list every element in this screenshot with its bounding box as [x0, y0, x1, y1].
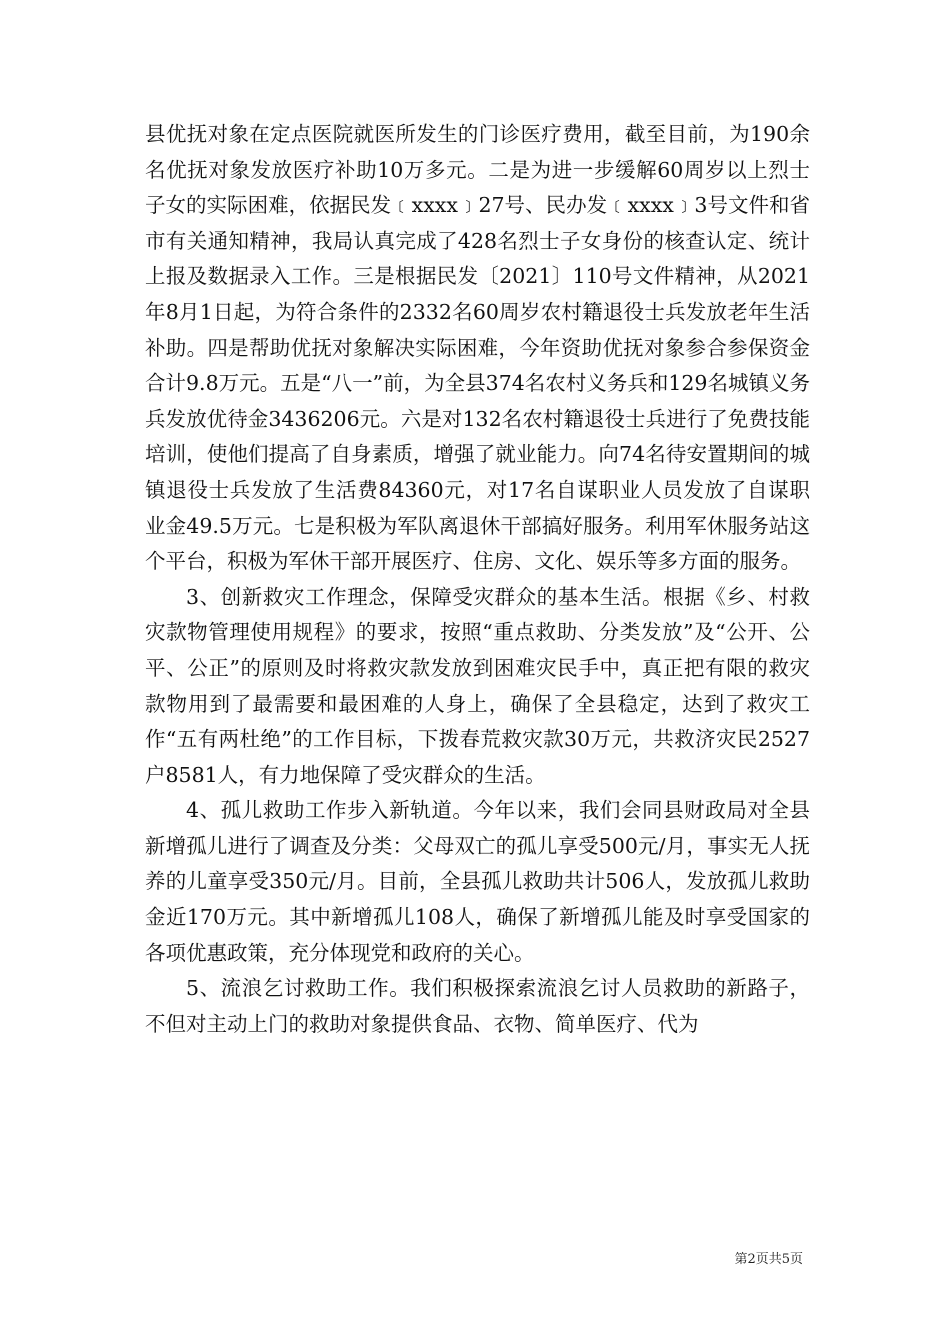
paragraph-vagrant-relief: 5、流浪乞讨救助工作。我们积极探索流浪乞讨人员救助的新路子，不但对主动上门的救助对象提供食品、衣物、简单医疗、代为: [145, 976, 810, 1036]
paragraph-orphan-relief: 4、孤儿救助工作步入新轨道。今年以来，我们会同县财政局对全县新增孤儿进行了调查及分类：父母双亡的孤儿享受500元/月，事实无人抚养的儿童享受350元/月。目前，全县孤儿救助共计506人，发放孤儿救助金近170万元。其中新增孤儿108人，确保了新增孤儿能及时享受国家的各项优惠政策，充分体现党和政府的关心。: [145, 798, 810, 965]
page-number-footer: 第2页共5页: [734, 1252, 803, 1267]
paragraph-continued: 县优抚对象在定点医院就医所发生的门诊医疗费用，截至目前，为190余名优抚对象发放医疗补助10万多元。二是为进一步缓解60周岁以上烈士子女的实际困难，依据民发﹝xxxx﹞27号、民办发﹝xxxx﹞3号文件和省市有关通知精神，我局认真完成了428名烈士子女身份的核查认定、统计上报及数据录入工作。三是根据民发〔2021〕110号文件精神，从2021年8月1日起，为符合条件的2332名60周岁农村籍退役士兵发放老年生活补助。四是帮助优抚对象解决实际困难，今年资助优抚对象参合参保资金合计9.8万元。五是“八一”前，为全县374名农村义务兵和129名城镇义务兵发放优待金3436206元。六是对132名农村籍退役士兵进行了免费技能培训，使他们提高了自身素质，增强了就业能力。向74名待安置期间的城镇退役士兵发放了生活费84360元，对17名自谋职业人员发放了自谋职业金49.5万元。七是积极为军队离退休干部搞好服务。利用军休服务站这个平台，积极为军休干部开展医疗、住房、文化、娱乐等多方面的服务。: [145, 122, 810, 574]
document-body: [145, 117, 810, 1042]
paragraph-disaster-relief: 3、创新救灾工作理念，保障受灾群众的基本生活。根据《乡、村救灾款物管理使用规程》的要求，按照“重点救助、分类发放”及“公开、公平、公正”的原则及时将救灾款发放到困难灾民手中，真正把有限的救灾款物用到了最需要和最困难的人身上，确保了全县稳定，达到了救灾工作“五有两杜绝”的工作目标，下拨春荒救灾款30万元，共救济灾民2527户8581人，有力地保障了受灾群众的生活。: [145, 584, 810, 787]
